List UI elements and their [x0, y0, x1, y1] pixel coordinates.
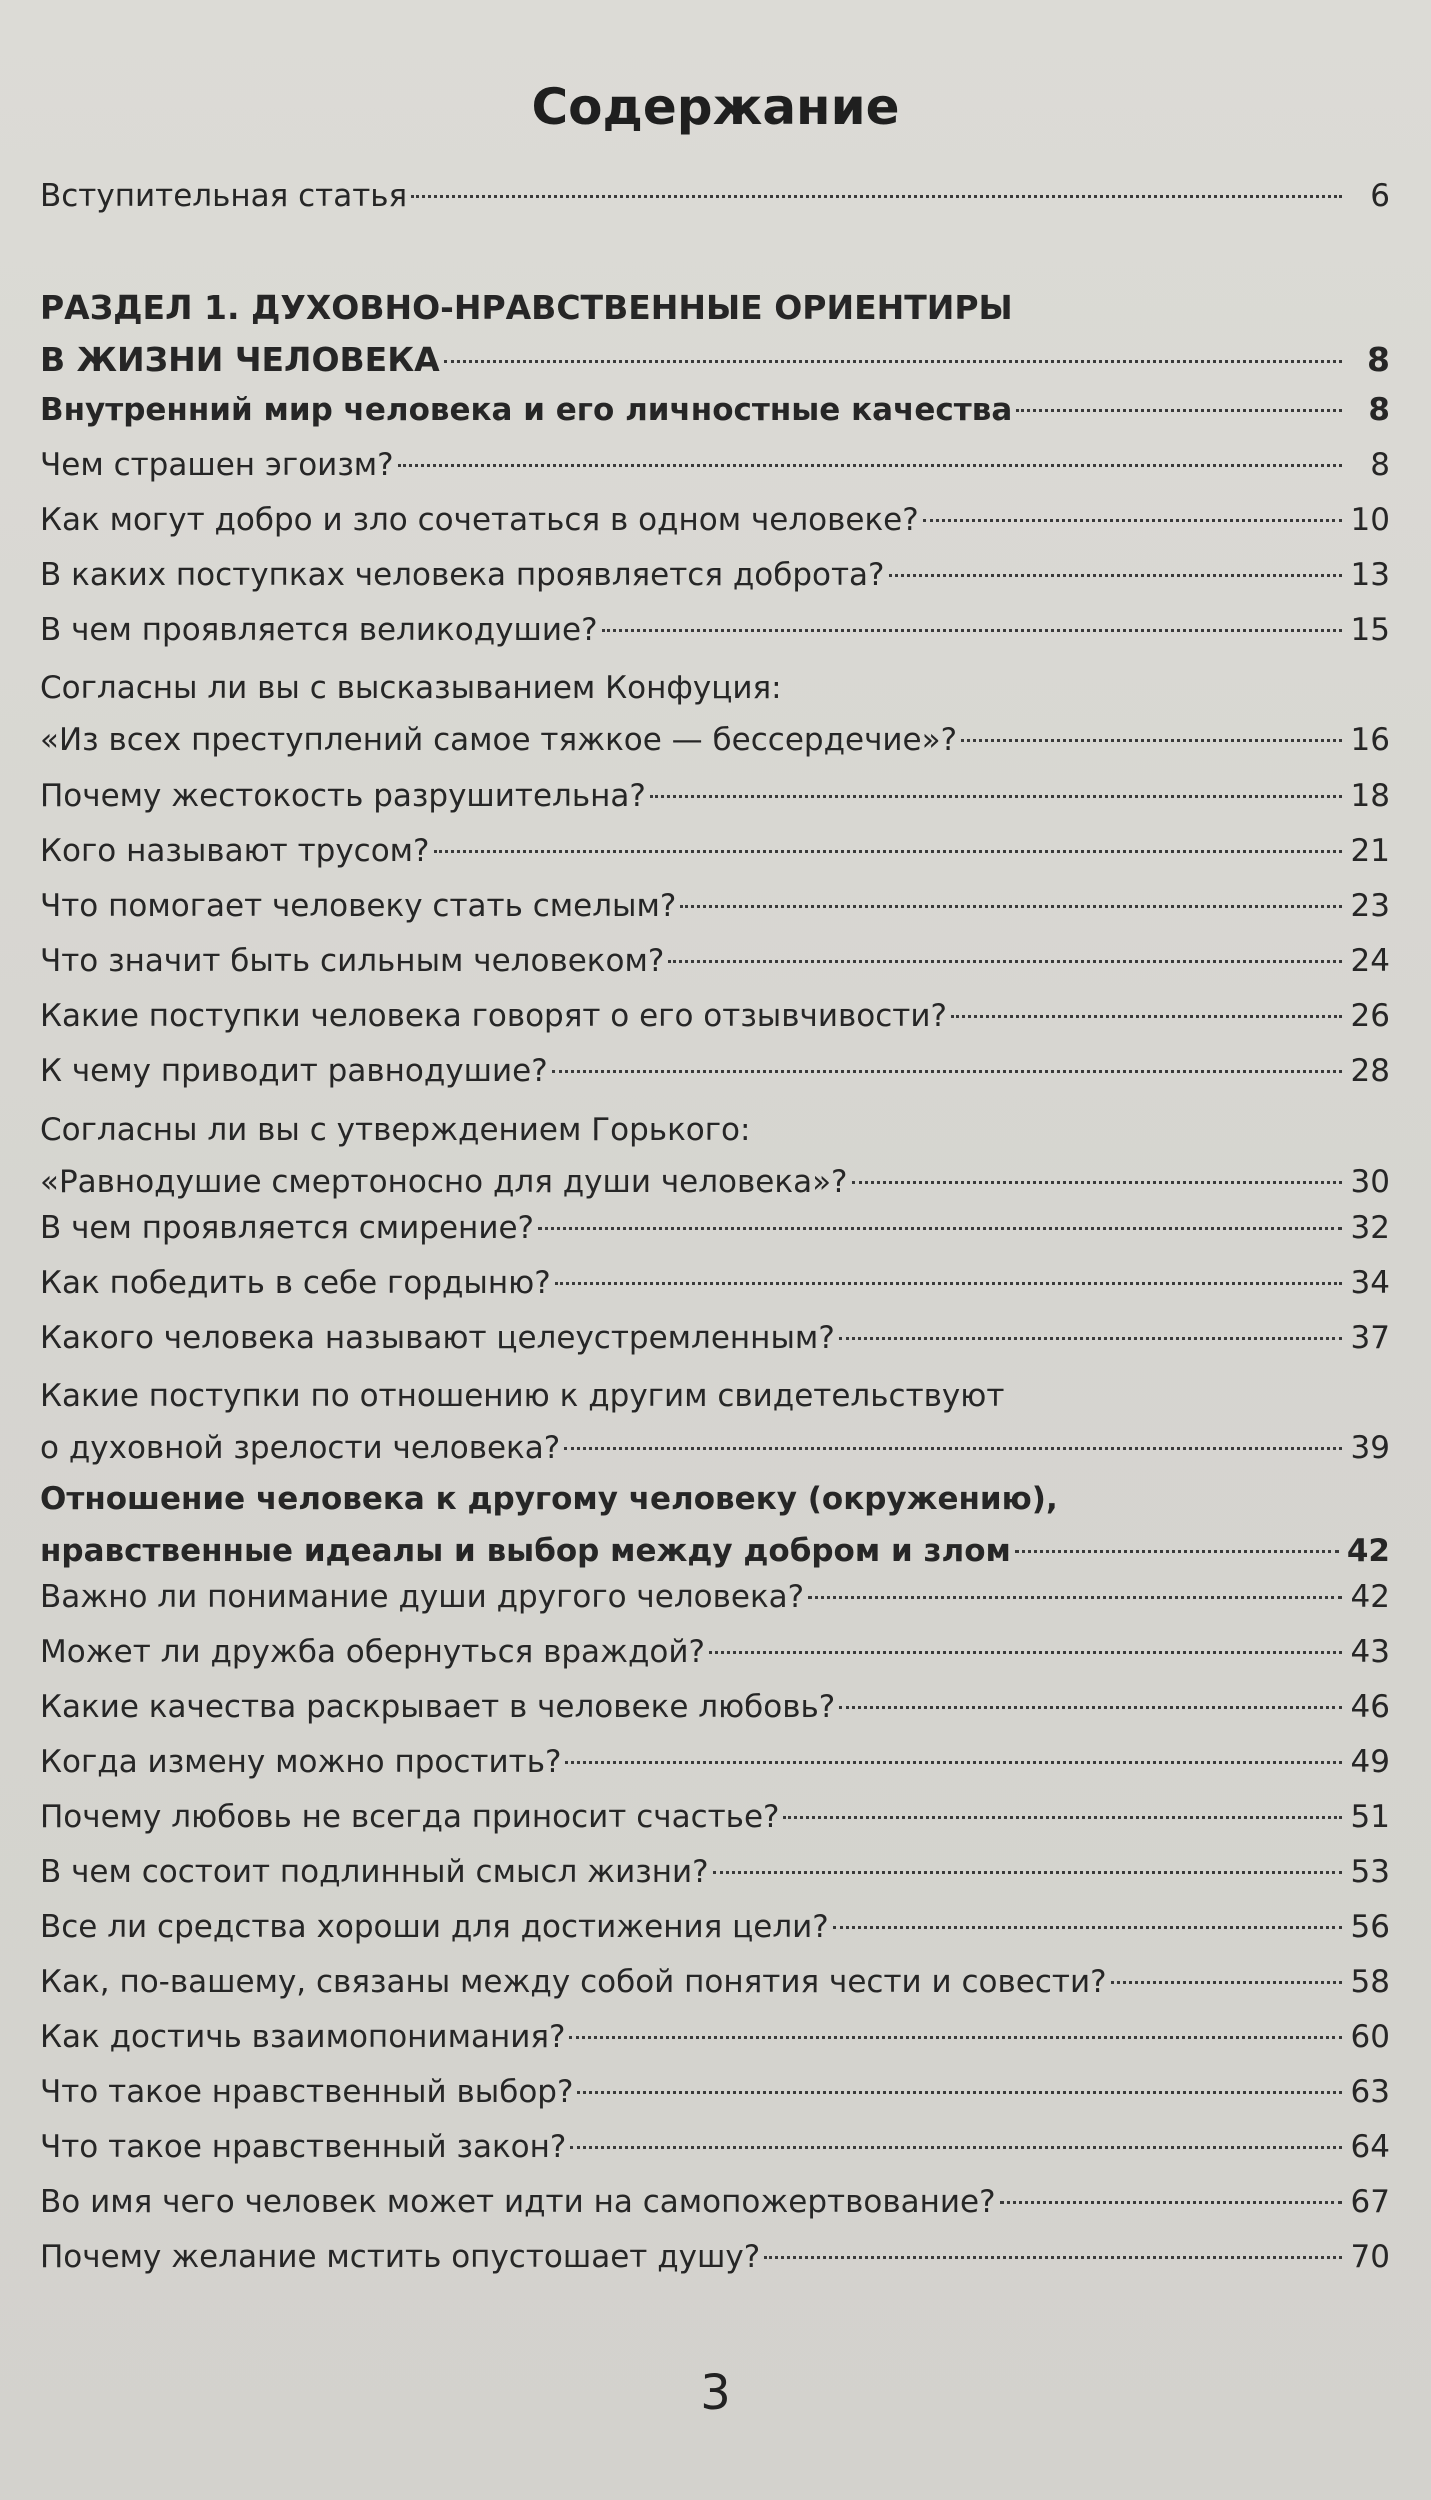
dot-leader [411, 195, 1342, 198]
toc-entry-line [40, 714, 1390, 766]
toc-page-number: 18 [1350, 778, 1390, 814]
toc-page-number: 34 [1350, 1265, 1390, 1301]
toc-page-number: 16 [1350, 722, 1390, 758]
toc-page-number: 67 [1350, 2184, 1390, 2220]
toc-entry-text: Во имя чего человек может идти на самопожертвование? [40, 2184, 996, 2220]
toc-entry [40, 1681, 1390, 1733]
dot-leader [961, 739, 1342, 742]
toc-entry [40, 825, 1390, 877]
toc-page-number: 43 [1350, 1634, 1390, 1670]
toc-entry [40, 439, 1390, 491]
toc-entry [40, 1956, 1390, 2008]
toc-entry-text: о духовной зрелости человека? [40, 1430, 561, 1466]
dot-leader [444, 360, 1342, 363]
toc-entry-line [40, 1257, 1390, 1309]
toc-entry-line [40, 1473, 1390, 1525]
toc-page-number: 28 [1350, 1053, 1390, 1089]
toc-entry-text: Как могут добро и зло сочетаться в одном человеке? [40, 502, 919, 538]
toc-entry [40, 770, 1390, 822]
dot-leader [808, 1596, 1342, 1599]
dot-leader [555, 1282, 1342, 1285]
toc-entry [40, 1791, 1390, 1843]
toc-entry-text: Важно ли понимание души другого человека? [40, 1579, 805, 1615]
toc-page-number: 37 [1350, 1320, 1390, 1356]
toc-entry [40, 662, 1390, 766]
toc-entry-text: Почему желание мстить опустошает душу? [40, 2239, 761, 2275]
toc-entry-text: Почему любовь не всегда приносит счастье? [40, 1799, 780, 1835]
toc-entry-line [40, 825, 1390, 877]
toc-entry [40, 1045, 1390, 1097]
toc-entry-text: В чем проявляется смирение? [40, 1210, 534, 1246]
toc-page-number: 10 [1350, 502, 1390, 538]
toc-entry-line [40, 1956, 1390, 2008]
toc-entry-line [40, 662, 1390, 714]
toc-entry-text: Как, по-вашему, связаны между собой понятия чести и совести? [40, 1964, 1107, 2000]
toc-entry-text: Когда измену можно простить? [40, 1744, 562, 1780]
toc-entry-line [40, 1312, 1390, 1364]
toc-entry-line [40, 1681, 1390, 1733]
toc-entry-text: Все ли средства хороши для достижения цели? [40, 1909, 829, 1945]
toc-entry-line [40, 282, 1390, 334]
dot-leader [570, 2146, 1342, 2149]
toc-page-number: 13 [1350, 557, 1390, 593]
toc-page-number: 21 [1350, 833, 1390, 869]
toc-entry-text: нравственные идеалы и выбор между добром и злом [40, 1533, 1011, 1569]
toc-entry [40, 990, 1390, 1042]
dot-leader [1016, 409, 1342, 412]
toc-entry-line [40, 2121, 1390, 2173]
toc-entry [40, 1370, 1390, 1474]
dot-leader [668, 960, 1342, 963]
toc-entry-text: Кого называют трусом? [40, 833, 430, 869]
toc-page-number: 64 [1350, 2129, 1390, 2165]
toc-entry-line [40, 1156, 1390, 1208]
toc-entry-text: Как достичь взаимопонимания? [40, 2019, 566, 2055]
toc-entry-line [40, 880, 1390, 932]
page-number: 3 [700, 2365, 731, 2421]
toc-entry-text: Что такое нравственный выбор? [40, 2074, 574, 2110]
toc-entry-text: Внутренний мир человека и его личностные качества [40, 392, 1013, 428]
toc-page-number: 56 [1350, 1909, 1390, 1945]
toc-entry-text: Почему жестокость разрушительна? [40, 778, 646, 814]
dot-leader [552, 1070, 1342, 1073]
toc-page-number: 63 [1350, 2074, 1390, 2110]
dot-leader [951, 1015, 1342, 1018]
toc-page-number: 51 [1350, 1799, 1390, 1835]
toc-page-number: 53 [1350, 1854, 1390, 1890]
toc-entry-line [40, 1626, 1390, 1678]
toc-entry [40, 170, 1390, 222]
toc-page-number: 15 [1350, 612, 1390, 648]
toc-entry-line [40, 2176, 1390, 2228]
toc-entry-line [40, 2066, 1390, 2118]
toc-page-number: 42 [1350, 1579, 1390, 1615]
dot-leader [764, 2256, 1342, 2259]
dot-leader [569, 2036, 1342, 2039]
toc-entry [40, 384, 1390, 436]
toc-entry [40, 2176, 1390, 2228]
toc-entry-text: РАЗДЕЛ 1. ДУХОВНО-НРАВСТВЕННЫЕ ОРИЕНТИРЫ [40, 288, 1013, 327]
dot-leader [398, 464, 1342, 467]
dot-leader [713, 1871, 1342, 1874]
toc-entry [40, 1257, 1390, 1309]
toc-entry-text: Согласны ли вы с утверждением Горького: [40, 1112, 751, 1148]
toc-entry-text: Отношение человека к другому человеку (окружению), [40, 1481, 1058, 1517]
toc-entry-line [40, 2231, 1390, 2283]
toc-entry-line [40, 1104, 1390, 1156]
toc-entry-line [40, 1422, 1390, 1474]
toc-entry [40, 1901, 1390, 1953]
toc-page-number: 70 [1350, 2239, 1390, 2275]
toc-entry-text: Согласны ли вы с высказыванием Конфуция: [40, 670, 782, 706]
toc-entry [40, 604, 1390, 656]
dot-leader [709, 1651, 1342, 1654]
toc-entry-text: Какие качества раскрывает в человеке любовь? [40, 1689, 836, 1725]
toc-entry-line [40, 494, 1390, 546]
dot-leader [650, 795, 1342, 798]
toc-page-number: 58 [1350, 1964, 1390, 2000]
toc-entry [40, 1312, 1390, 1364]
toc-entry [40, 880, 1390, 932]
dot-leader [1015, 1550, 1339, 1553]
toc-entry-text: Какие поступки человека говорят о его отзывчивости? [40, 998, 947, 1034]
toc-entry-line [40, 384, 1390, 436]
toc-entry-text: В чем состоит подлинный смысл жизни? [40, 1854, 709, 1890]
toc-entry-line [40, 1571, 1390, 1623]
dot-leader [565, 1761, 1342, 1764]
toc-entry [40, 1736, 1390, 1788]
dot-leader [577, 2091, 1342, 2094]
dot-leader [1111, 1981, 1342, 1984]
dot-leader [889, 574, 1342, 577]
toc-page-number: 42 [1346, 1533, 1390, 1569]
toc-page-number: 26 [1350, 998, 1390, 1034]
dot-leader [564, 1447, 1342, 1450]
dot-leader [1000, 2201, 1342, 2204]
toc-entry [40, 2231, 1390, 2283]
dot-leader [602, 629, 1342, 632]
toc-entry-text: «Из всех преступлений самое тяжкое — бессердечие»? [40, 722, 958, 758]
toc-entry-text: Как победить в себе гордыню? [40, 1265, 551, 1301]
toc-page-number: 60 [1350, 2019, 1390, 2055]
toc-entry-line [40, 1791, 1390, 1843]
dot-leader [852, 1181, 1343, 1184]
toc-entry [40, 1626, 1390, 1678]
toc-entry [40, 1473, 1390, 1577]
toc-page-number: 46 [1350, 1689, 1390, 1725]
toc-entry-line [40, 1736, 1390, 1788]
dot-leader [839, 1337, 1342, 1340]
toc-entry-line [40, 604, 1390, 656]
toc-entry [40, 282, 1390, 386]
toc-entry-line [40, 770, 1390, 822]
toc-entry-text: Что помогает человеку стать смелым? [40, 888, 677, 924]
dot-leader [839, 1706, 1342, 1709]
toc-entry-line [40, 1525, 1390, 1577]
toc-entry [40, 1571, 1390, 1623]
toc-entry [40, 1846, 1390, 1898]
dot-leader [833, 1926, 1342, 1929]
toc-page-number: 24 [1350, 943, 1390, 979]
toc-entry [40, 1202, 1390, 1254]
toc-entry-line [40, 1901, 1390, 1953]
toc-entry-line [40, 334, 1390, 386]
toc-entry-line [40, 1045, 1390, 1097]
toc-entry-text: Что значит быть сильным человеком? [40, 943, 665, 979]
toc-entry-line [40, 990, 1390, 1042]
toc-entry [40, 2121, 1390, 2173]
toc-entry-text: Может ли дружба обернуться враждой? [40, 1634, 705, 1670]
toc-page-number: 8 [1367, 340, 1390, 379]
toc-entry-text: Какого человека называют целеустремленным? [40, 1320, 835, 1356]
toc-entry-line [40, 170, 1390, 222]
toc-page-number: 6 [1370, 178, 1390, 214]
toc-entry [40, 2011, 1390, 2063]
toc-entry [40, 549, 1390, 601]
toc-entry-text: Что такое нравственный закон? [40, 2129, 567, 2165]
toc-page-number: 23 [1350, 888, 1390, 924]
dot-leader [538, 1227, 1342, 1230]
toc-page-number: 39 [1350, 1430, 1390, 1466]
toc-entry [40, 494, 1390, 546]
toc-entry-line [40, 1846, 1390, 1898]
toc-entry-text: «Равнодушие смертоносно для души человека»? [40, 1164, 848, 1200]
toc-entry-text: Какие поступки по отношению к другим свидетельствуют [40, 1378, 1005, 1414]
toc-page-number: 32 [1350, 1210, 1390, 1246]
toc-entry-text: В каких поступках человека проявляется доброта? [40, 557, 885, 593]
toc-page-number: 8 [1370, 447, 1390, 483]
toc-entry-line [40, 1370, 1390, 1422]
toc-entry-line [40, 549, 1390, 601]
dot-leader [680, 905, 1342, 908]
dot-leader [434, 850, 1342, 853]
toc-entry-line [40, 439, 1390, 491]
toc-entry-text: Вступительная статья [40, 178, 408, 214]
dot-leader [923, 519, 1342, 522]
dot-leader [783, 1816, 1342, 1819]
toc-page-number: 49 [1350, 1744, 1390, 1780]
toc-entry-text: В ЖИЗНИ ЧЕЛОВЕКА [40, 340, 440, 379]
toc-entry [40, 2066, 1390, 2118]
toc-entry [40, 1104, 1390, 1208]
toc-entry [40, 935, 1390, 987]
toc-entry-text: Чем страшен эгоизм? [40, 447, 394, 483]
toc-entry-line [40, 2011, 1390, 2063]
page-title: Содержание [531, 78, 900, 136]
toc-entry-text: К чему приводит равнодушие? [40, 1053, 548, 1089]
toc-entry-text: В чем проявляется великодушие? [40, 612, 598, 648]
toc-entry-line [40, 935, 1390, 987]
toc-entry-line [40, 1202, 1390, 1254]
toc-page-number: 8 [1368, 392, 1390, 428]
toc-page-number: 30 [1350, 1164, 1390, 1200]
